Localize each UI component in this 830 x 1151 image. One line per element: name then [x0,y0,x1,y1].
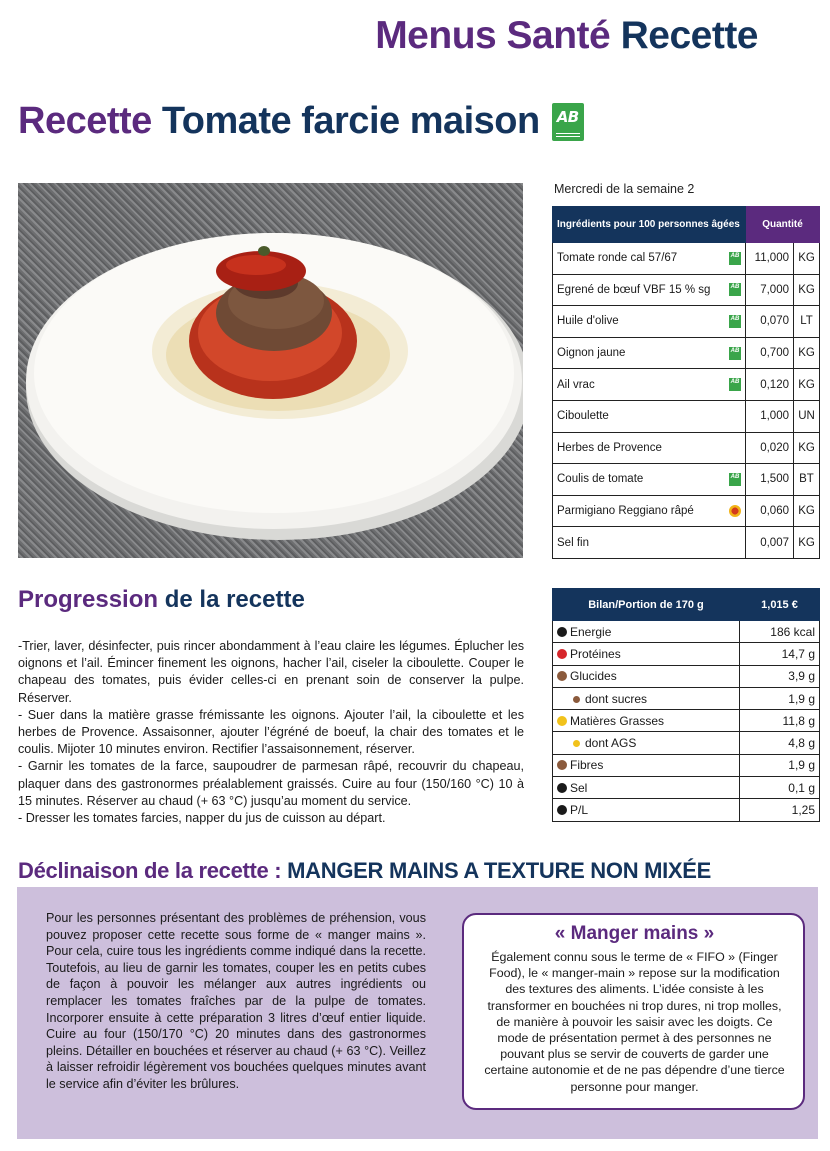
nutrition-row [553,754,820,776]
nutrient-name: Glucides [570,669,617,684]
nutrient-value: 14,7 g [740,643,820,665]
nutrient-value: 186 kcal [740,621,820,643]
progression-steps [18,638,524,827]
ingredient-name: Oignon jaune [553,337,728,369]
organic-ab-icon: AB [729,315,741,328]
nutrition-row [553,777,820,799]
step-2: - Suer dans la matière grasse frémissante les oignons. Ajouter l’ail, la ciboulette et les herbes de Provence. Assaisonner, ajouter l’égréné de boeuf, la chair des tomates et le coulis. Mijoter 10 minutes environ. Rectifier l’assaisonnement, réserver. [18,707,524,757]
nutrient-value: 3,9 g [740,665,820,687]
portion-price: 1,015 € [740,589,820,621]
nutrient-dot-icon [557,760,567,770]
brand-recette: Recette [620,14,758,57]
ingredient-row [553,400,820,432]
ingredient-quantity: 0,070 [746,306,794,338]
organic-ab-icon: AB [729,252,741,265]
ingredient-row [553,306,820,338]
title-dish-name: Tomate farcie maison [161,100,540,142]
organic-ab-icon: AB [729,378,741,391]
nutrient-name: Sel [570,780,588,795]
ingredient-name: Parmigiano Reggiano râpé [553,495,728,527]
ingredient-unit: KG [794,495,820,527]
ingredient-quantity: 0,007 [746,527,794,559]
ingredient-quantity: 1,500 [746,464,794,496]
ingredient-name: Ail vrac [553,369,728,401]
nutrition-header: Bilan/Portion de 170 g [553,589,740,621]
ingredient-row [553,369,820,401]
dish-photo [18,183,523,558]
ingredient-quantity: 1,000 [746,400,794,432]
nutrition-row [553,799,820,821]
ingredient-row [553,495,820,527]
nutrient-name: Protéines [570,646,621,661]
ingredient-row [553,432,820,464]
recipe-title [18,100,584,143]
nutrition-row [553,732,820,754]
organic-ab-icon: AB [729,473,741,486]
ingredient-unit: KG [794,337,820,369]
manger-mains-title: « Manger mains » [554,923,715,944]
quantity-header: Quantité [746,207,820,243]
declinaison-title: Déclinaison de la recette : MANGER MAINS A TEXTURE NON MIXÉE [18,858,712,883]
ingredient-unit: KG [794,369,820,401]
ingredients-header: Ingrédients pour 100 personnes âgées [553,207,746,243]
ingredient-quantity: 7,000 [746,274,794,306]
nutrient-dot-icon [573,696,580,703]
ingredient-unit: KG [794,243,820,275]
ingredients-table [552,206,820,559]
ingredient-row [553,527,820,559]
ingredient-unit: KG [794,432,820,464]
brand-header [375,14,758,58]
ingredient-name: Ciboulette [553,400,728,432]
ingredient-unit: UN [794,400,820,432]
ingredient-row [553,464,820,496]
ingredient-quantity: 0,120 [746,369,794,401]
nutrient-dot-icon [557,716,567,726]
progression-title: Progression de la recette [18,586,305,613]
nutrition-row [553,621,820,643]
ingredient-name: Tomate ronde cal 57/67 [553,243,728,275]
step-4: - Dresser les tomates farcies, napper du jus de cuisson au départ. [18,811,386,826]
organic-ab-icon: AB [729,283,741,296]
manger-mains-text: Également connu sous le terme de « FIFO » (Finger Food), le « manger-main » repose sur la modification des textures des aliments. L’idée consiste à les transformer en bouchées ni trop dures, ni trop molles, de manière à pouvoir les saisir avec les doigts. Ce mode de présentation permet à des personnes ne pouvant plus se servir de couverts de garder une certaine autonomie et de ne pas dépendre d’une tierce personne pour manger. [484,950,785,1094]
ingredient-name: Coulis de tomate [553,464,728,496]
step-1: -Trier, laver, désinfecter, puis rincer abondamment à l’eau claire les légumes. Éplucher les oignons et l’ail. Émincer finement les oignons, hacher l’ail, ciseler la ciboulette. Couper le chapeau des tomates, puis évider celles-ci en prenant soin de conserver la pulpe. Réserver. [18,639,524,705]
ingredient-row [553,337,820,369]
nutrient-value: 0,1 g [740,777,820,799]
nutrient-name: Matières Grasses [570,713,665,728]
nutrient-name: P/L [570,803,589,818]
nutrient-value: 1,9 g [740,754,820,776]
nutrient-dot-icon [557,805,567,815]
ingredient-unit: BT [794,464,820,496]
ingredient-unit: LT [794,306,820,338]
declinaison-text: Pour les personnes présentant des problèmes de préhension, vous pouvez proposer cette recette sous forme de « manger mains ». Pour cela, cuire tous les ingrédients comme indiqué dans la recette. Toutefois, au lieu de garnir les tomates, couper les en petits cubes de façon à pouvoir les mélanger aux autres ingrédients ou remplacer les tomates fraîches par de la pulpe de tomates. Incorporer ensuite à cette préparation 3 litres d’œuf entier liquide. Cuire au four (150/170 °C) 20 minutes dans des gastronormes pleins. Détailler en bouchées et réserver au chaud (+ 63 °C). Veillez à laisser refroidir légèrement vos bouchées quelques minutes avant le service afin d’éviter les brûlures. [46,911,426,1091]
ingredient-quantity: 0,060 [746,495,794,527]
ingredient-name: Egrené de bœuf VBF 15 % sg [553,274,728,306]
nutrient-dot-icon [573,740,580,747]
nutrition-table [552,588,820,822]
title-recette: Recette [18,100,152,142]
nutrient-value: 4,8 g [740,732,820,754]
ingredient-name: Sel fin [553,527,728,559]
ingredient-unit: KG [794,274,820,306]
step-3: - Garnir les tomates de la farce, saupoudrer de parmesan râpé, recouvrir du chapeau, plaquer dans des gastronormes préalablement graissés. Cuire au four (150/160 °C) 10 à 15 minutes. Réserver au chaud (+ 63 °C) jusqu’au moment du service. [18,759,524,808]
nutrient-name: Energie [570,624,612,639]
ingredient-quantity: 11,000 [746,243,794,275]
nutrient-value: 1,25 [740,799,820,821]
nutrition-row [553,665,820,687]
nutrition-row [553,643,820,665]
nutrient-dot-icon [557,783,567,793]
nutrient-dot-icon [557,627,567,637]
aop-label-icon [729,505,741,517]
nutrient-value: 11,8 g [740,710,820,732]
nutrient-dot-icon [557,671,567,681]
nutrition-row [553,710,820,732]
day-label: Mercredi de la semaine 2 [554,182,695,196]
ingredient-row [553,274,820,306]
organic-ab-icon: AB [729,347,741,360]
ingredient-name: Herbes de Provence [553,432,728,464]
nutrient-value: 1,9 g [740,687,820,709]
manger-mains-box [462,913,805,1110]
nutrient-name: dont sucres [585,691,648,706]
ingredient-quantity: 0,700 [746,337,794,369]
nutrition-row [553,687,820,709]
ingredient-row [553,243,820,275]
ingredient-quantity: 0,020 [746,432,794,464]
ingredient-name: Huile d'olive [553,306,728,338]
nutrient-name: Fibres [570,758,604,773]
organic-ab-logo: AB [552,103,584,141]
ingredient-unit: KG [794,527,820,559]
nutrient-dot-icon [557,649,567,659]
nutrient-name: dont AGS [585,736,637,751]
brand-menus-sante: Menus Santé [375,14,611,57]
